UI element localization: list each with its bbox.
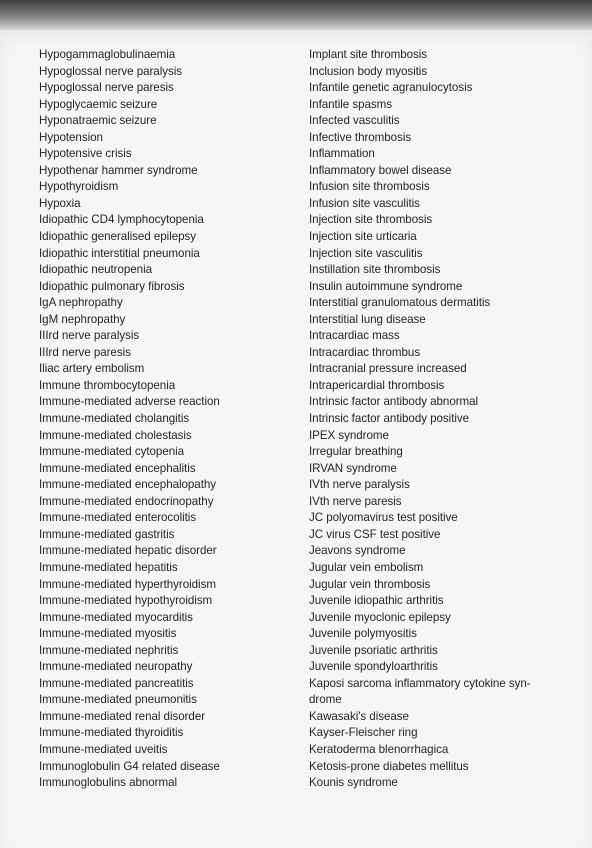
- term-entry: Instillation site thrombosis: [309, 263, 441, 277]
- term-entry: Immune-mediated cytopenia: [39, 445, 185, 459]
- term-entry: Jugular vein embolism: [309, 560, 424, 574]
- term-entry: Immune-mediated neuropathy: [39, 660, 193, 674]
- term-entry: Infantile spasms: [309, 97, 392, 111]
- term-entry: Juvenile spondyloarthritis: [309, 660, 438, 674]
- term-entry: Hypothyroidism: [39, 180, 119, 194]
- term-entry: Ketosis-prone diabetes mellitus: [309, 759, 469, 773]
- term-entry: Immune thrombocytopenia: [39, 378, 176, 392]
- term-entry: Intracardiac thrombus: [309, 345, 421, 359]
- term-list-right-column: [309, 47, 569, 792]
- term-entry: Immune-mediated encephalopathy: [39, 478, 217, 492]
- term-entry: Immunoglobulin G4 related disease: [39, 759, 220, 773]
- term-entry: Hyponatraemic seizure: [39, 114, 157, 128]
- term-entry: Hypotensive crisis: [39, 147, 132, 161]
- term-entry: Hypogammaglobulinaemia: [39, 48, 176, 61]
- term-entry: Immune-mediated renal disorder: [39, 709, 206, 723]
- term-entry: Kaposi sarcoma inflammatory cytokine syn-: [309, 676, 531, 690]
- term-entry: Immune-mediated adverse reaction: [39, 395, 220, 409]
- term-entry: Injection site thrombosis: [309, 213, 433, 227]
- term-entry: Keratoderma blenorrhagica: [309, 742, 449, 756]
- term-entry: Immune-mediated hyperthyroidism: [39, 577, 216, 591]
- term-entry: Immune-mediated gastritis: [39, 527, 175, 541]
- term-entry: Infusion site thrombosis: [309, 180, 430, 194]
- term-entry: IIIrd nerve paresis: [39, 345, 131, 359]
- term-entry: Kayser-Fleischer ring: [309, 726, 418, 740]
- document-page: [0, 30, 592, 848]
- term-entry: Infusion site vasculitis: [309, 196, 420, 210]
- term-entry: Immune-mediated myositis: [39, 627, 177, 641]
- term-entry: Immune-mediated pancreatitis: [39, 676, 194, 690]
- term-entry: Immunoglobulins abnormal: [39, 776, 177, 790]
- term-entry: Immune-mediated thyroiditis: [39, 726, 184, 740]
- term-entry: Immune-mediated hepatitis: [39, 560, 178, 574]
- term-entry: IIIrd nerve paralysis: [39, 329, 140, 343]
- term-entry: Intrinsic factor antibody positive: [309, 412, 470, 426]
- term-entry: Infected vasculitis: [309, 114, 400, 128]
- term-entry: Immune-mediated uveitis: [39, 742, 168, 756]
- term-entry: drome: [309, 693, 342, 707]
- term-entry: Jugular vein thrombosis: [309, 577, 431, 591]
- term-entry: Immune-mediated endocrinopathy: [39, 494, 214, 508]
- term-entry: Implant site thrombosis: [309, 48, 428, 61]
- term-entry: Inclusion body myositis: [309, 64, 428, 78]
- term-entry: IVth nerve paresis: [309, 494, 402, 508]
- term-entry: IRVAN syndrome: [309, 461, 397, 475]
- term-entry: Irregular breathing: [309, 445, 403, 459]
- term-entry: Inflammatory bowel disease: [309, 163, 452, 177]
- term-entry: Hypothenar hammer syndrome: [39, 163, 198, 177]
- term-entry: Interstitial granulomatous dermatitis: [309, 296, 491, 310]
- term-entry: Immune-mediated nephritis: [39, 643, 179, 657]
- term-entry: Hypoglossal nerve paralysis: [39, 64, 182, 78]
- term-entry: IVth nerve paralysis: [309, 478, 410, 492]
- term-entry: Injection site urticaria: [309, 230, 417, 244]
- term-entry: Injection site vasculitis: [309, 246, 423, 260]
- term-entry: Immune-mediated pneumonitis: [39, 693, 197, 707]
- term-entry: Iliac artery embolism: [39, 362, 145, 376]
- term-entry: Insulin autoimmune syndrome: [309, 279, 463, 293]
- term-entry: Infective thrombosis: [309, 130, 412, 144]
- term-entry: Immune-mediated cholestasis: [39, 428, 192, 442]
- term-entry: Interstitial lung disease: [309, 312, 426, 326]
- term-entry: JC virus CSF test positive: [309, 527, 441, 541]
- term-entry: Idiopathic CD4 lymphocytopenia: [39, 213, 204, 227]
- term-entry: Intracranial pressure increased: [309, 362, 467, 376]
- term-entry: Jeavons syndrome: [309, 544, 406, 558]
- term-entry: Juvenile idiopathic arthritis: [309, 594, 444, 608]
- term-entry: Immune-mediated enterocolitis: [39, 511, 197, 525]
- term-entry: Hypotension: [39, 130, 103, 144]
- term-entry: Juvenile myoclonic epilepsy: [309, 610, 451, 624]
- term-entry: Immune-mediated cholangitis: [39, 412, 190, 426]
- term-entry: Intrinsic factor antibody abnormal: [309, 395, 479, 409]
- term-entry: Immune-mediated myocarditis: [39, 610, 193, 624]
- term-entry: Idiopathic interstitial pneumonia: [39, 246, 200, 260]
- term-entry: Intracardiac mass: [309, 329, 400, 343]
- term-entry: Kawasaki's disease: [309, 709, 409, 723]
- term-entry: Immune-mediated hypothyroidism: [39, 594, 213, 608]
- term-entry: Hypoglossal nerve paresis: [39, 81, 174, 95]
- term-entry: Idiopathic generalised epilepsy: [39, 230, 197, 244]
- term-entry: JC polyomavirus test positive: [309, 511, 458, 525]
- term-entry: Inflammation: [309, 147, 375, 161]
- term-entry: Intrapericardial thrombosis: [309, 378, 445, 392]
- term-list-left-column: [39, 47, 284, 792]
- term-entry: Idiopathic pulmonary fibrosis: [39, 279, 185, 293]
- term-entry: Kounis syndrome: [309, 776, 398, 790]
- term-entry: Infantile genetic agranulocytosis: [309, 81, 473, 95]
- term-entry: Hypoxia: [39, 196, 81, 210]
- term-entry: Immune-mediated encephalitis: [39, 461, 196, 475]
- term-entry: Juvenile polymyositis: [309, 627, 417, 641]
- term-entry: IgA nephropathy: [39, 296, 123, 310]
- term-entry: Hypoglycaemic seizure: [39, 97, 158, 111]
- term-entry: IPEX syndrome: [309, 428, 389, 442]
- term-entry: Idiopathic neutropenia: [39, 263, 152, 277]
- term-entry: IgM nephropathy: [39, 312, 126, 326]
- term-entry: Juvenile psoriatic arthritis: [309, 643, 438, 657]
- term-entry: Immune-mediated hepatic disorder: [39, 544, 217, 558]
